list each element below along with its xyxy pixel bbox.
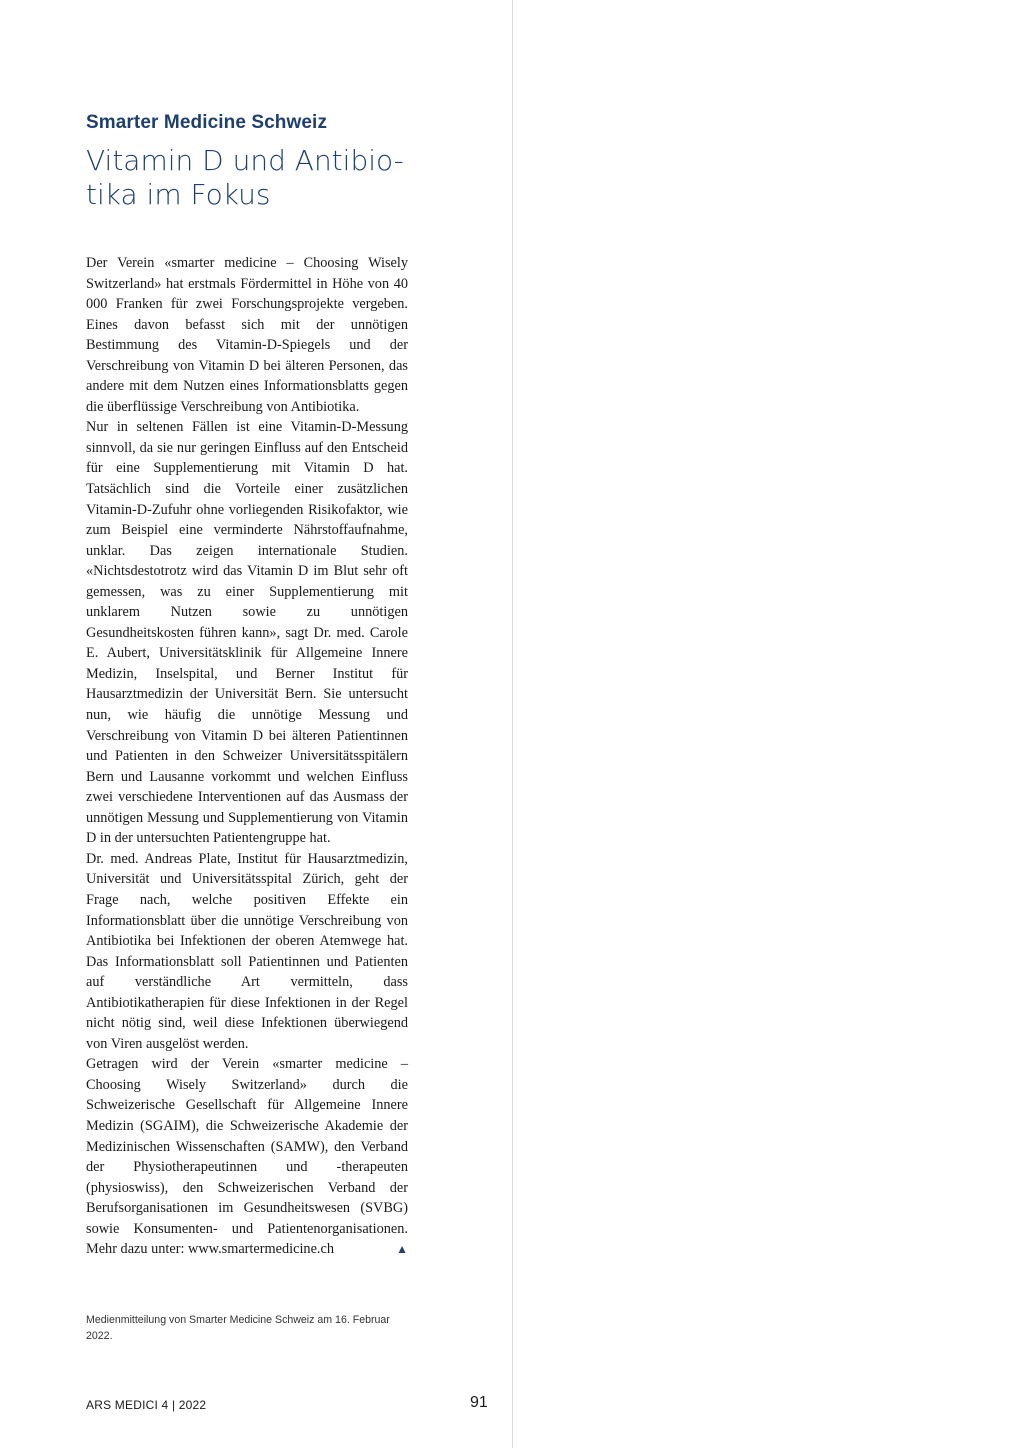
source-footnote: Medienmitteilung von Smarter Medicine Schweiz am 16. Februar 2022. <box>86 1314 390 1342</box>
paragraph-2: Nur in seltenen Fällen ist eine Vitamin-D-Messung sinnvoll, da sie nur geringen Einfluss auf den Entscheid für eine Supplementierung mit Vitamin D hat. Tatsächlich sind die Vorteile einer zusätzlichen Vitamin-D-Zufuhr ohne vorliegenden Risikofaktor, wie zum Beispiel eine verminderte Nährstoffaufnahme, unklar. Das zeigen internationale Studien. «Nichtsdestotrotz wird das Vitamin D im Blut sehr oft gemessen, was zu einer Supplementierung mit unklarem Nutzen sowie zu unnötigen Gesundheitskosten führen kann», sagt Dr. med. Carole E. Aubert, Universitätsklinik für Allgemeine Innere Medizin, Inselspital, und Berner Institut für Hausarztmedizin der Universität Bern. Sie untersucht nun, wie häufig die unnötige Messung und Verschreibung von Vitamin D bei älteren Patientinnen und Patienten in den Schweizer Universitätsspitälern Bern und Lausanne vorkommt und welchen Einfluss zwei verschiedene Interventionen auf das Ausmass der unnötigen Messung und Supplementierung von Vitamin D in der untersuchten Patientengruppe hat. <box>86 419 408 847</box>
article-kicker: Smarter Medicine Schweiz <box>86 112 328 133</box>
page-number: 91 <box>470 1394 488 1411</box>
article-headline <box>86 144 416 212</box>
paragraph-3: Dr. med. Andreas Plate, Institut für Hausarztmedizin, Universität und Universitätsspital Zürich, geht der Frage nach, welche positiven Effekte ein Informationsblatt über die unnötige Verschreibung von Antibiotika bei Infektionen der oberen Atemwege hat. Das Informationsblatt soll Patientinnen und Patienten auf verständliche Art vermitteln, dass Antibiotikatherapien für diese Infektionen in der Regel nicht nötig sind, weil diese Infektionen überwiegend von Viren ausgelöst werden. <box>86 850 408 1052</box>
paragraph-4-text: Getragen wird der Verein «smarter medicine – Choosing Wisely Switzerland» durch die Schweizerische Gesellschaft für Allgemeine Innere Medizin (SGAIM), die Schweizerische Akademie der Medizinischen Wissenschaften (SAMW), den Verband der Physiotherapeutinnen und -therapeuten (physioswiss), den Schweizerischen Verband der Berufsorganisationen im Gesundheitswesen (SVBG) sowie Konsumenten- und Patientenorganisationen. Mehr dazu unter: www.smartermedicine.ch <box>86 1056 408 1258</box>
publication-folio: ARS MEDICI 4 | 2022 <box>86 1398 207 1412</box>
headline-line-2: tika im Fokus <box>86 178 271 211</box>
paragraph-1: Der Verein «smarter medicine – Choosing Wisely Switzerland» hat erstmals Fördermittel in Höhe von 40 000 Franken für zwei Forschungsprojekte vergeben. Eines davon befasst sich mit der unnötigen Bestimmung des Vitamin-D-Spiegels und der Verschreibung von Vitamin D bei älteren Personen, das andere mit dem Nutzen eines Informationsblatts gegen die überflüssige Verschreibung von Antibiotika. <box>86 255 408 415</box>
column-divider <box>512 0 513 1448</box>
headline-line-1: Vitamin D und Antibio- <box>86 144 404 177</box>
paragraph-4 <box>86 1054 408 1259</box>
end-of-article-triangle-icon: ▲ <box>396 1242 408 1257</box>
article-body <box>86 253 408 1260</box>
